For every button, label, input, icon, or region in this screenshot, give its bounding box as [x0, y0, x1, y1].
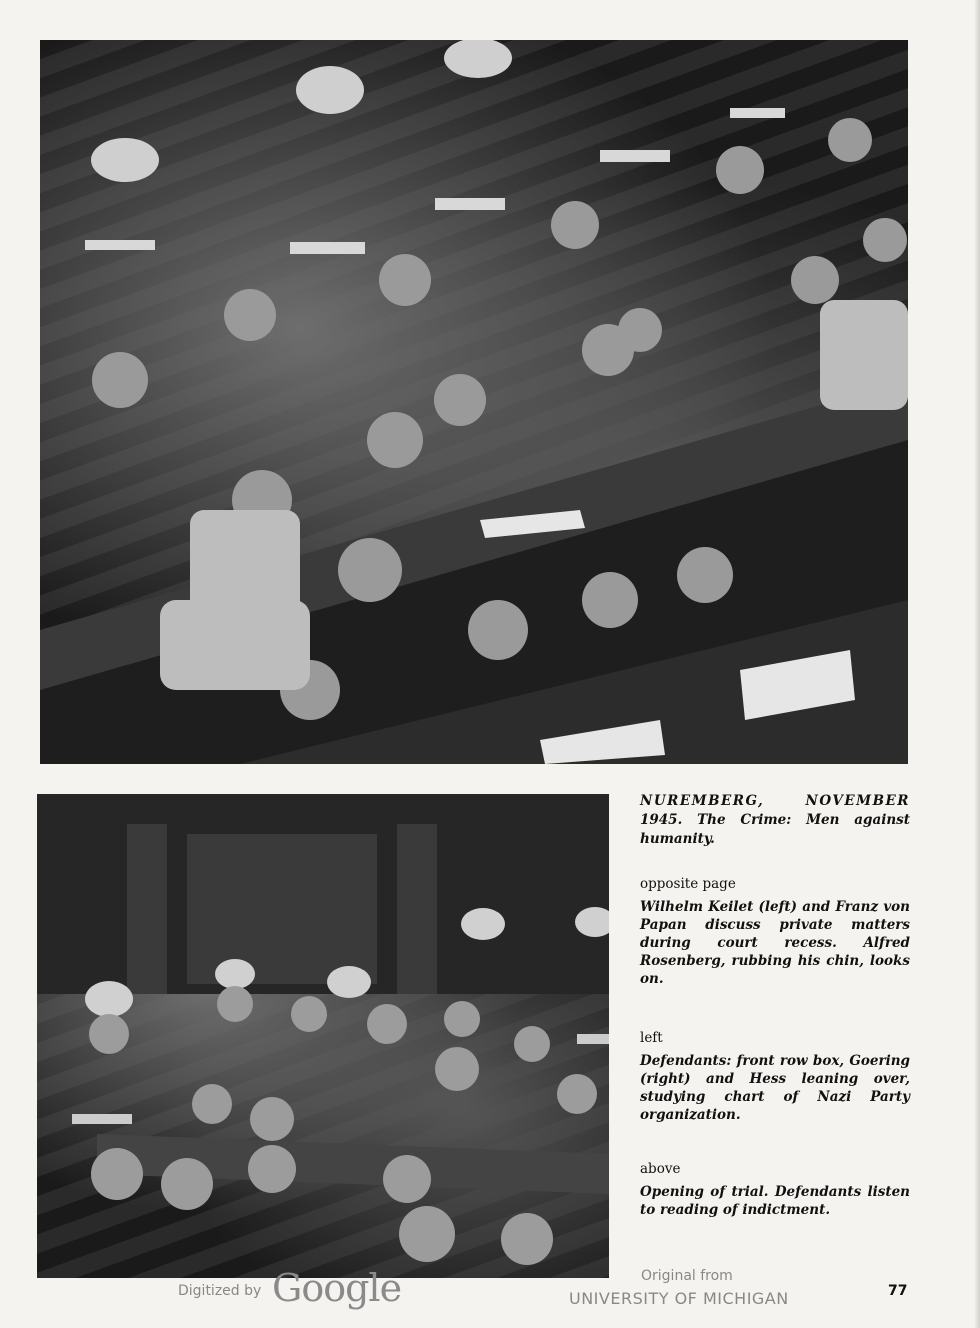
page-number: 77 — [888, 1283, 908, 1299]
photo-bottom-illustration — [37, 794, 609, 1278]
caption-label-opposite-page: opposite page — [640, 876, 736, 892]
headline-rest: 1945. The Crime: Men against humanity. — [640, 812, 910, 847]
caption-label-left: left — [640, 1030, 663, 1046]
photo-defendants-dock — [40, 40, 908, 764]
caption-above — [640, 1161, 910, 1219]
caption-headline — [640, 792, 910, 849]
caption-text-opposite-page: Wilhelm Keilet (left) and Franz von Papan discuss private matters during court recess. Alfred Rosenberg, rubbing his chin, looks on. — [640, 899, 910, 987]
caption-opposite-page — [640, 876, 910, 988]
headline-caps: NUREMBERG, NOVEMBER — [640, 793, 910, 809]
google-logo: Google — [272, 1266, 402, 1310]
caption-left — [640, 1030, 910, 1124]
digitized-by-text: Digitized by — [178, 1283, 262, 1299]
page-edge-shadow — [974, 0, 980, 1328]
caption-text-above: Opening of trial. Defendants listen to reading of indictment. — [640, 1184, 910, 1218]
photo-opening-of-trial — [37, 794, 609, 1278]
caption-label-above: above — [640, 1161, 681, 1177]
caption-text-left: Defendants: front row box, Goering (right) and Hess leaning over, studying chart of Nazi Party organization. — [640, 1053, 910, 1123]
headline-text — [640, 792, 910, 849]
photo-top-illustration — [40, 40, 908, 764]
university-text: UNIVERSITY OF MICHIGAN — [569, 1289, 789, 1308]
original-from-text: Original from — [641, 1268, 733, 1284]
